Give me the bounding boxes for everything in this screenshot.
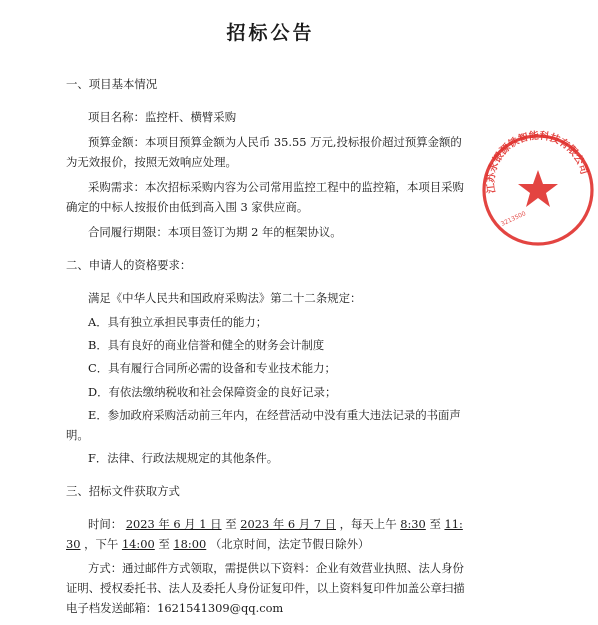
document-title: 招标公告: [226, 22, 315, 44]
seal-star-icon: [518, 170, 558, 207]
qualification-b: B．具有良好的商业信誉和健全的财务会计制度: [88, 338, 325, 352]
qualification-d: D．有依法缴纳税收和社会保障资金的良好记录；: [88, 385, 337, 399]
pm-to: 至: [158, 537, 170, 551]
project-name: 项目名称：监控杆、横臂采购: [88, 110, 237, 124]
section-2-heading: 二、申请人的资格要求：: [66, 258, 192, 272]
method-line-2: 证明、授权委托书、法人及委托人身份证复印件，以上资料复印件加盖公章扫描: [66, 581, 465, 595]
section-1-heading: 一、项目基本情况: [66, 77, 158, 91]
contract-period: 合同履行期限：本项目签订为期 2 年的框架协议。: [88, 225, 342, 239]
am-start: 8:30: [400, 517, 426, 531]
svg-text:3213500: 3213500: [499, 210, 528, 228]
end-date: 2023 年 6 月 7 日: [240, 517, 336, 531]
start-date: 2023 年 6 月 1 日: [125, 517, 222, 531]
am-end: 11:: [444, 517, 463, 531]
am-end-cont: 30: [66, 537, 81, 551]
am-text: ，每天上午: [339, 517, 397, 531]
am-to: 至: [429, 517, 441, 531]
budget-line-2: 为无效报价，按照无效响应处理。: [66, 155, 237, 169]
time-line-1: [88, 516, 463, 532]
qualification-e-line-1: E．参加政府采购活动前三年内，在经营活动中没有重大违法记录的书面声: [88, 408, 461, 422]
method-line-1: 方式：通过邮件方式领取，需提供以下资料：企业有效营业执照、法人身份: [88, 561, 464, 575]
time-line-2: [66, 536, 369, 552]
budget-line-1: 预算金额：本项目预算金额为人民币 35.55 万元,投标报价超过预算金额的: [88, 135, 462, 149]
qualification-e-line-2: 明。: [66, 428, 89, 442]
company-seal-stamp: [478, 130, 598, 250]
section-3-heading: 三、招标文件获取方式: [66, 484, 180, 498]
svg-text:江苏永银源铁智能科技有限公司: 江苏永银源铁智能科技有限公司: [485, 130, 590, 194]
pm-text: ，下午: [84, 537, 119, 551]
demand-line-2: 确定的中标人按报价由低到高入围 3 家供应商。: [66, 200, 309, 214]
time-note: （北京时间，法定节假日除外）: [209, 537, 370, 551]
qualification-intro: 满足《中华人民共和国政府采购法》第二十二条规定：: [88, 291, 362, 305]
to-text: 至: [225, 517, 237, 531]
qualification-c: C．具有履行合同所必需的设备和专业技术能力；: [88, 361, 336, 375]
qualification-f: F．法律、行政法规规定的其他条件。: [88, 451, 279, 465]
method-line-3: 电子档发送邮箱：1621541309@qq.com: [66, 601, 284, 615]
time-prefix: 时间：: [88, 517, 123, 531]
demand-line-1: 采购需求：本次招标采购内容为公司常用监控工程中的监控箱，本项目采购: [88, 180, 464, 194]
pm-start: 14:00: [121, 537, 155, 551]
pm-end: 18:00: [173, 537, 207, 551]
qualification-a: A．具有独立承担民事责任的能力；: [88, 315, 268, 329]
